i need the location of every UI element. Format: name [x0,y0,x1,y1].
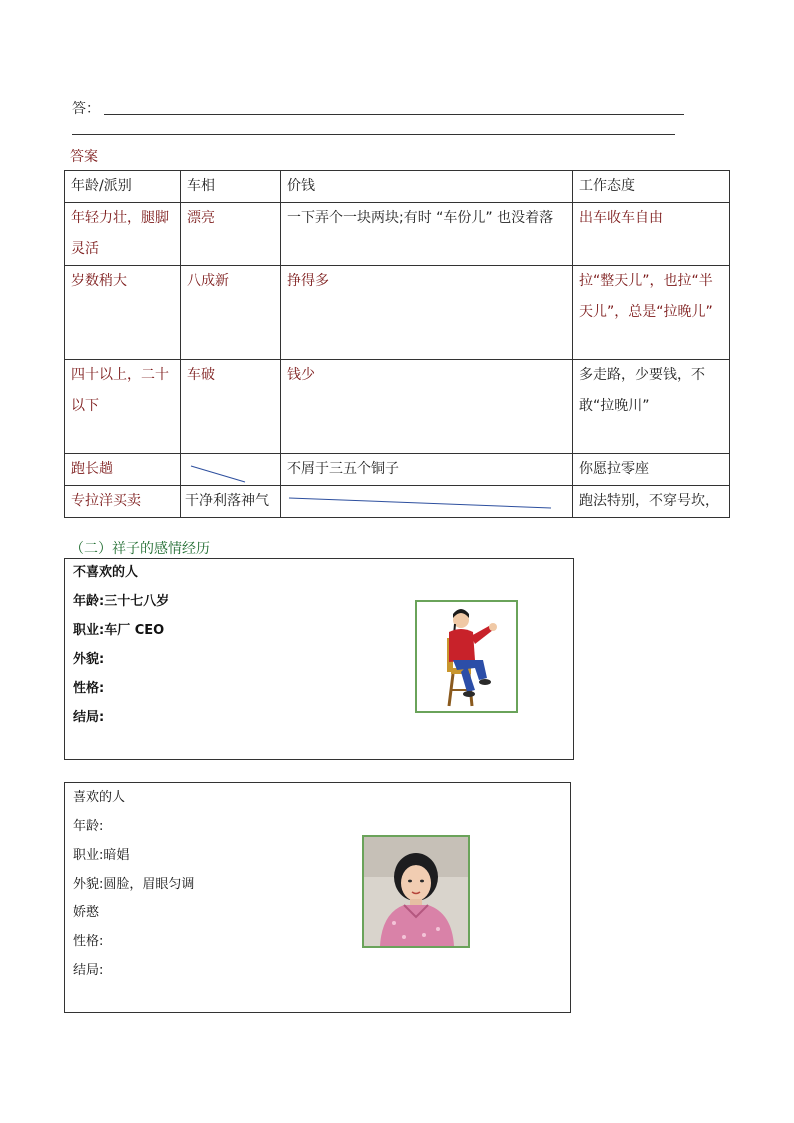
table-row [65,360,730,454]
card-age: 年龄:三十七八岁 [73,594,170,609]
table-cell: 钱少 [281,360,573,454]
card-ending: 结局: [73,963,104,978]
answer-line-1 [104,114,684,115]
card-look-extra: 娇憨 [73,905,100,920]
table-cell: 出车收车自由 [573,203,730,266]
slash-mark [285,486,565,516]
table-cell: 年轻力壮，腿脚灵活 [65,203,181,266]
card-look: 外貌: [73,652,105,667]
table-cell: 挣得多 [281,266,573,360]
table-cell: 拉“整天儿”，也拉“半天儿”，总是“拉晚儿” [573,266,730,360]
card-job: 职业:车厂 CEO [73,623,165,638]
answer-label: 答： [72,101,100,117]
header-cell: 工作态度 [573,171,730,203]
table-row [65,454,730,486]
table-cell: 你愿拉零座 [573,454,730,486]
header-cell: 年龄/派别 [65,171,181,203]
answer-key-label: 答案 [70,149,98,165]
table-cell-slash [281,486,573,518]
portrait-young-woman-image [362,835,470,948]
card-title: 喜欢的人 [73,790,126,805]
table-header-row [65,171,730,203]
table-cell: 干净利落神气 [181,486,281,518]
header-cell: 车相 [181,171,281,203]
card-disliked-person [64,558,574,760]
table-cell-slash [181,454,281,486]
card-ending: 结局: [73,710,105,725]
card-title: 不喜欢的人 [73,565,139,580]
table-cell: 车破 [181,360,281,454]
section-title: （二）祥子的感情经历 [70,541,210,557]
card-personality: 性格: [73,934,104,949]
card-job: 职业:暗娼 [73,848,130,863]
header-cell: 价钱 [281,171,573,203]
card-personality: 性格: [73,681,105,696]
table-cell: 不屑于三五个铜子 [281,454,573,486]
answer-line-2 [72,134,675,135]
table-cell: 岁数稍大 [65,266,181,360]
slash-mark [187,456,275,486]
table-cell: 八成新 [181,266,281,360]
table-cell: 多走路，少要钱，不敢“拉晚川” [573,360,730,454]
table-cell: 跑长趟 [65,454,181,486]
table-row [65,486,730,518]
card-age: 年龄: [73,819,104,834]
table-cell: 跑法特别，不穿号坎， [573,486,730,518]
table-row [65,266,730,360]
table-cell: 一下弄个一块两块;有时 “车份儿” 也没着落 [281,203,573,266]
table-cell: 漂亮 [181,203,281,266]
card-look: 外貌:圆脸，眉眼匀调 [73,877,195,892]
portrait-seated-woman-image [415,600,518,713]
table-cell: 四十以上，二十以下 [65,360,181,454]
table-cell: 专拉洋买卖 [65,486,181,518]
rickshaw-table [64,170,730,518]
card-liked-person [64,782,571,1013]
table-row [65,203,730,266]
